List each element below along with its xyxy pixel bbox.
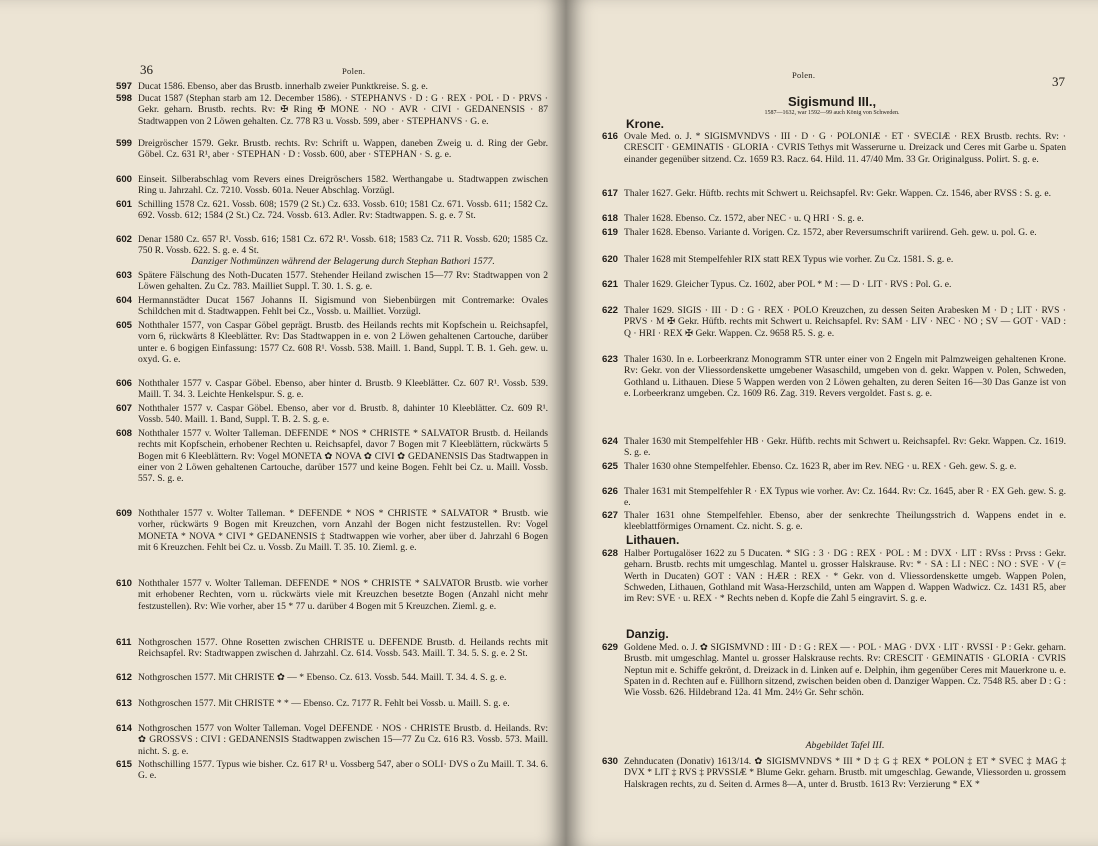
entry-600: 600 Einseit. Silberabschlag vom Revers eines Dreigröschers 1582. Werthangabe u. Stadtwappen zwischen Ring u. Jahrzahl. Cz. 7210. Vossb. 601a. Neuer Abschlag. Vorzügl. bbox=[116, 174, 548, 197]
page-number: 36 bbox=[140, 62, 153, 77]
entry-619: 619 Thaler 1628. Ebenso. Variante d. Vorigen. Cz. 1572, aber Reversumschrift variirend. Geh. gew. u. pol. G. e. bbox=[602, 227, 1037, 238]
entry-610: 610 Noththaler 1577 v. Wolter Talleman. DEFENDE * NOS * CHRISTE * SALVATOR Brustb. wie vorher mit erhobener Rechten, vorn u. rückwärts viele mit Kreuzchen besetzte Bogen (Anzahl nicht mehr festzustellen). Rv: Wie vorher, aber 15 * 77 u. darüber 4 Bogen mit 5 Kreuzchen. Zieml. g. e. bbox=[116, 578, 548, 612]
entry-613: 613 Nothgroschen 1577. Mit CHRISTE * * — Ebenso. Cz. 7177 R. Fehlt bei Vossb. u. Maill. S. g. e. bbox=[116, 698, 510, 709]
entry-622: 622 Thaler 1629. SIGIS · III · D : G · REX · POLO Kreuzchen, zu dessen Seiten Arabesken M · D ; LIT · RVS · PRVS · M ✠ Gekr. Hüftb. rechts mit Schwert u. Reichsapfel. Rv: SAM · LIV · NEC · NO ; SV — GOT · VAD : Q · HRI · REX ✠ Gekr. Wappen. Cz. 9658 R5. S. g. e. bbox=[602, 305, 1066, 339]
entry-624: 624 Thaler 1630 mit Stempelfehler HB · Gekr. Hüftb. rechts mit Schwert u. Reichsapfel. Rv: Gekr. Wappen. Cz. 1619. S. g. e. bbox=[602, 436, 1066, 459]
entry-615: 615 Nothschilling 1577. Typus wie bisher. Cz. 617 R¹ u. Vossberg 547, aber o SOLI· DVS o Zu Maill. T. 34. 6. G. e. bbox=[116, 759, 548, 782]
entry-604: 604 Hermannstädter Ducat 1567 Johanns II. Sigismund von Siebenbürgen mit Contremarke: Ovales Schildchen mit d. Stadtwappen. Fehlt bei Cz., Vossb. u. Mailliet. Vorzügl. bbox=[116, 295, 548, 318]
entry-626: 626 Thaler 1631 mit Stempelfehler R · EX Typus wie vorher. Av: Cz. 1644. Rv: Cz. 1645, aber R · EX Geh. gew. S. g. e. bbox=[602, 486, 1066, 509]
entry-609: 609 Noththaler 1577 v. Wolter Talleman. * DEFENDE * NOS * CHRISTE * SALVATOR * Brustb. wie vorher, rückwärts 9 Bogen mit Kreuzchen, vorn Anzahl der Bogen nicht festzustellen. Rv: Vogel MONETA * NOVA * CIVI * GEDANENSIS ‡ Stadtwappen wie vorher, aber über d. Jahrzahl 6 Bogen mit 6 Kreuzchen. Fehlt bei Cz. u. Vossb. Zu Maill. T. 35. 10. Zieml. g. e. bbox=[116, 508, 548, 553]
entry-623: 623 Thaler 1630. In e. Lorbeerkranz Monogramm STR unter einer von 2 Engeln mit Palmzweigen gehaltenen Krone. Rv: Gekr. von der Vliessordenskette umgebener Wasaschild, umgeben von d. gekr. Wappen v. Polen, Schweden, Gothland u. Lithauen. Diese 5 Wappen werden von 2 Löwen gehalten, zu deren Seiten 16—30 Das Ganze ist von e. Lorbeerkranz umgeben. Cz. 1609 R6. Zag. 319. Revers vergoldet. Fast s. g. e. bbox=[602, 354, 1066, 399]
heading-danzig: Danzig. bbox=[626, 627, 669, 641]
entry-608: 608 Noththaler 1577 v. Wolter Talleman. DEFENDE * NOS * CHRISTE * SALVATOR Brustb. d. Heilands rechts mit Kopfschein, erhobener Rechten u. Reichsapfel, davor 7 Bogen mit 7 Kleeblättern, rückwärts 5 Bogen mit 6 Kleeblättern. Rv: Vogel MONETA ✿ NOVA ✿ CIVI ✿ GEDANENSIS Das Stadtwappen in einer von 2 Löwen gehaltenen Cartouche, darüber 1577 und keine Bogen. Fehlt bei Cz. u. Maill. Vossb. 557. S. g. e. bbox=[116, 428, 548, 485]
entry-606: 606 Noththaler 1577 v. Caspar Göbel. Ebenso, aber hinter d. Brustb. 9 Kleeblätter. Cz. 607 R¹. Vossb. 539. Maill. T. 34. 3. Leichte Henkelspur. S. g. e. bbox=[116, 378, 548, 401]
entry-603: 603 Spätere Fälschung des Noth-Ducaten 1577. Stehender Heiland zwischen 15—77 Rv: Stadtwappen von 2 Löwen gehalten. Zu Cz. 783. Mailliet Suppl. T. 30. 1. S. g. e. bbox=[116, 270, 548, 293]
section-subtitle: 1587—1632, war 1592—99 auch König von Schweden. bbox=[764, 110, 900, 116]
entry-607: 607 Noththaler 1577 v. Caspar Göbel. Ebenso, aber vor d. Brustb. 8, dahinter 10 Kleeblätter. Cz. 609 R¹. Vossb. 540. Maill. 1. Band, Suppl. T. B. 2. S. g. e. bbox=[116, 403, 548, 426]
entry-599: 599 Dreigröscher 1579. Gekr. Brustb. rechts. Rv: Schrift u. Wappen, daneben Zweig u. d. Ring der Gebr. Göbel. Cz. 631 R¹, aber · STEPHAN · D : Vossb. 600, aber · STEPHAN · S. g. e. bbox=[116, 138, 548, 161]
right-page bbox=[566, 0, 1098, 846]
entry-601: 601 Schilling 1578 Cz. 621. Vossb. 608; 1579 (2 St.) Cz. 633. Vossb. 610; 1581 Cz. 671. Vossb. 611; 1582 Cz. 692. Vossb. 612; 1584 (2 St.) Cz. 724. Vossb. 613. Adler. Rv: Stadtwappen. S. g. e. 7 St. bbox=[116, 199, 548, 222]
entry-605: 605 Noththaler 1577, von Caspar Göbel geprägt. Brustb. des Heilands rechts mit Kopfschein u. Reichsapfel, vorn 6, rückwärts 8 Kleeblätter. Rv: Das Stadtwappen in e. von 2 Löwen gehaltenen Cartouche, darüber unter e. 6 bogigen Einfassung: 1577 Cz. 608 R¹. Vossb. 538. Maill. 1. Band, Suppl. T. B. 1. Geh. gew. u. oxyd. G. e. bbox=[116, 320, 548, 365]
entry-620: 620 Thaler 1628 mit Stempelfehler RIX statt REX Typus wie vorher. Zu Cz. 1581. S. g. e. bbox=[602, 254, 954, 265]
section-title: Sigismund III., bbox=[787, 94, 877, 109]
heading-krone: Krone. bbox=[626, 117, 665, 131]
page-number: 37 bbox=[1052, 74, 1065, 89]
entry-628: 628 Halber Portugalöser 1622 zu 5 Ducaten. * SIG : 3 · DG : REX · POL : M : DVX · LIT : RVss : Prvss : Gekr. geharn. Brustb. rechts mit umgeschlag. Mantel u. grosser Halskrause. Rv: * · SA : LI : NEC : NO : SVE · V (= Werth in Ducaten) GOT : VAN : HÆR : REX · * Gekr. von d. Vliessordenskette umgeb. Wappen Polen, Schweden, Lithauen, Gothland mit Wasa-Herzschild, unten am Wappen d. Wappen Wadwicz. Cz. 1431 R5, aber im Rev: SVE · u. REX · * Rechts neben d. Kopfe die Zahl 5 eingravirt. S. g. e. bbox=[602, 548, 1066, 605]
entry-602: 602 Denar 1580 Cz. 657 R¹. Vossb. 616; 1581 Cz. 672 R¹. Vossb. 618; 1583 Cz. 711 R. Vossb. 620; 1585 Cz. 750 R. Vossb. 622. S. g. e. 4 St. bbox=[116, 234, 548, 257]
entry-629: 629 Goldene Med. o. J. ✿ SIGISMVND : III · D : G : REX — · POL · MAG · DVX · LIT · RVSSI · P : Gekr. geharn. Brustb. mit umgeschlag. Mantel u. grosser Halskrause rechts. Rv: CRESCIT · GEMINATIS · GLORIA · CVRIS Neptun mit e. Schiffe gekrönt, d. Dreizack in d. Linken auf e. Delphin, ihm gegenüber Ceres mit Mauerkrone u. e. Spaten in d. Rechten auf e. Füllhorn sitzend, zwischen beiden oben d. Danziger Wappen. Cz. 7548 R5. aber D : G : Wie Vossb. 626. Hildebrand 12a. 41 Mm. 24½ Gr. Sehr schön. bbox=[602, 642, 1066, 699]
illustration-note: Abgebildet Tafel III. bbox=[805, 740, 885, 751]
running-head: Polen. bbox=[792, 70, 816, 80]
section-heading-danzig-nothmuenzen: Danziger Nothmünzen während der Belagerung durch Stephan Bathori 1577. bbox=[191, 256, 495, 267]
entry-625: 625 Thaler 1630 ohne Stempelfehler. Ebenso. Cz. 1623 R, aber im Rev. NEG · u. REX · Geh. gew. S. g. e. bbox=[602, 461, 1017, 472]
running-head: Polen. bbox=[342, 66, 366, 76]
entry-597: 597 Ducat 1586. Ebenso, aber das Brustb. innerhalb zweier Punktkreise. S. g. e. bbox=[116, 81, 428, 92]
entry-618: 618 Thaler 1628. Ebenso. Cz. 1572, aber NEC · u. Q HRI · S. g. e. bbox=[602, 213, 864, 224]
entry-598: 598 Ducat 1587 (Stephan starb am 12. December 1586). · STEPHANVS · D : G · REX · POL · D · PRVS · Gekr. geharn. Brustb. rechts. Rv: ✠ Ring ✠ MONE · NO · AVR · CIVI · GEDANENSIS · 87 Stadtwappen von 2 Löwen gehalten. Cz. 778 R3 u. Vossb. 599, aber · STEPHANVS · G. e. bbox=[116, 93, 548, 127]
entry-617: 617 Thaler 1627. Gekr. Hüftb. rechts mit Schwert u. Reichsapfel. Rv: Gekr. Wappen. Cz. 1546, aber RVSS : S. g. e. bbox=[602, 188, 1051, 199]
heading-lithauen: Lithauen. bbox=[626, 533, 680, 547]
entry-630: 630 Zehnducaten (Donativ) 1613/14. ✿ SIGISMVNDVS * III * D ‡ G ‡ REX * POLON ‡ ET * SVEC ‡ MAG ‡ DVX * LIT ‡ RVS ‡ PRVSSIÆ * Blume Gekr. geharn. Brustb. mit umgeschlag. Gewande, Vliessorden u. grossem Halskragen rechts, zu d. Seiten d. Armes 8—A, unter d. Brustb. 1613 Rv: Verzierung * EX * bbox=[602, 756, 1066, 790]
entry-611: 611 Nothgroschen 1577. Ohne Rosetten zwischen CHRISTE u. DEFENDE Brustb. d. Heilands rechts mit Reichsapfel. Rv: Stadtwappen zwischen d. Jahrzahl. Cz. 614. Vossb. 543. Maill. T. 34. 5. S. g. e. 2 St. bbox=[116, 637, 548, 660]
entry-621: 621 Thaler 1629. Gleicher Typus. Cz. 1602, aber POL * M : — D · LIT · RVS : Pol. G. e. bbox=[602, 279, 952, 290]
entry-627: 627 Thaler 1631 ohne Stempelfehler. Ebenso, aber der senkrechte Theilungsstrich d. Wappens endet in e. kleeblattförmiges Ornament. Cz. nicht. S. g. e. bbox=[602, 510, 1066, 533]
entry-612: 612 Nothgroschen 1577. Mit CHRISTE ✿ — * Ebenso. Cz. 613. Vossb. 544. Maill. T. 34. 4. S. g. e. bbox=[116, 672, 507, 683]
entry-614: 614 Nothgroschen 1577 von Wolter Talleman. Vogel DEFENDE · NOS · CHRISTE Brustb. d. Heilands. Rv: ✿ GROSSVS : CIVI : GEDANENSIS Stadtwappen zwischen 15—77 Zu Cz. 616 R3. Vossb. 573. Maill. nicht. S. g. e. bbox=[116, 723, 548, 757]
entry-616: 616 Ovale Med. o. J. * SIGISMVNDVS · III · D · G · POLONIÆ · ET · SVECIÆ · REX Brustb. rechts. Rv: · CRESCIT · GEMINATIS · GLORIA · CVRIS Tethys mit Wasserurne u. Dreizack und Ceres mit Garbe u. Spaten einander gegenüber sitzend. Cz. 1659 R3. Racz. 64. Hild. 11. 47/40 Mm. 33 Gr. Originalguss. Polirt. S. g. e. bbox=[602, 131, 1066, 165]
